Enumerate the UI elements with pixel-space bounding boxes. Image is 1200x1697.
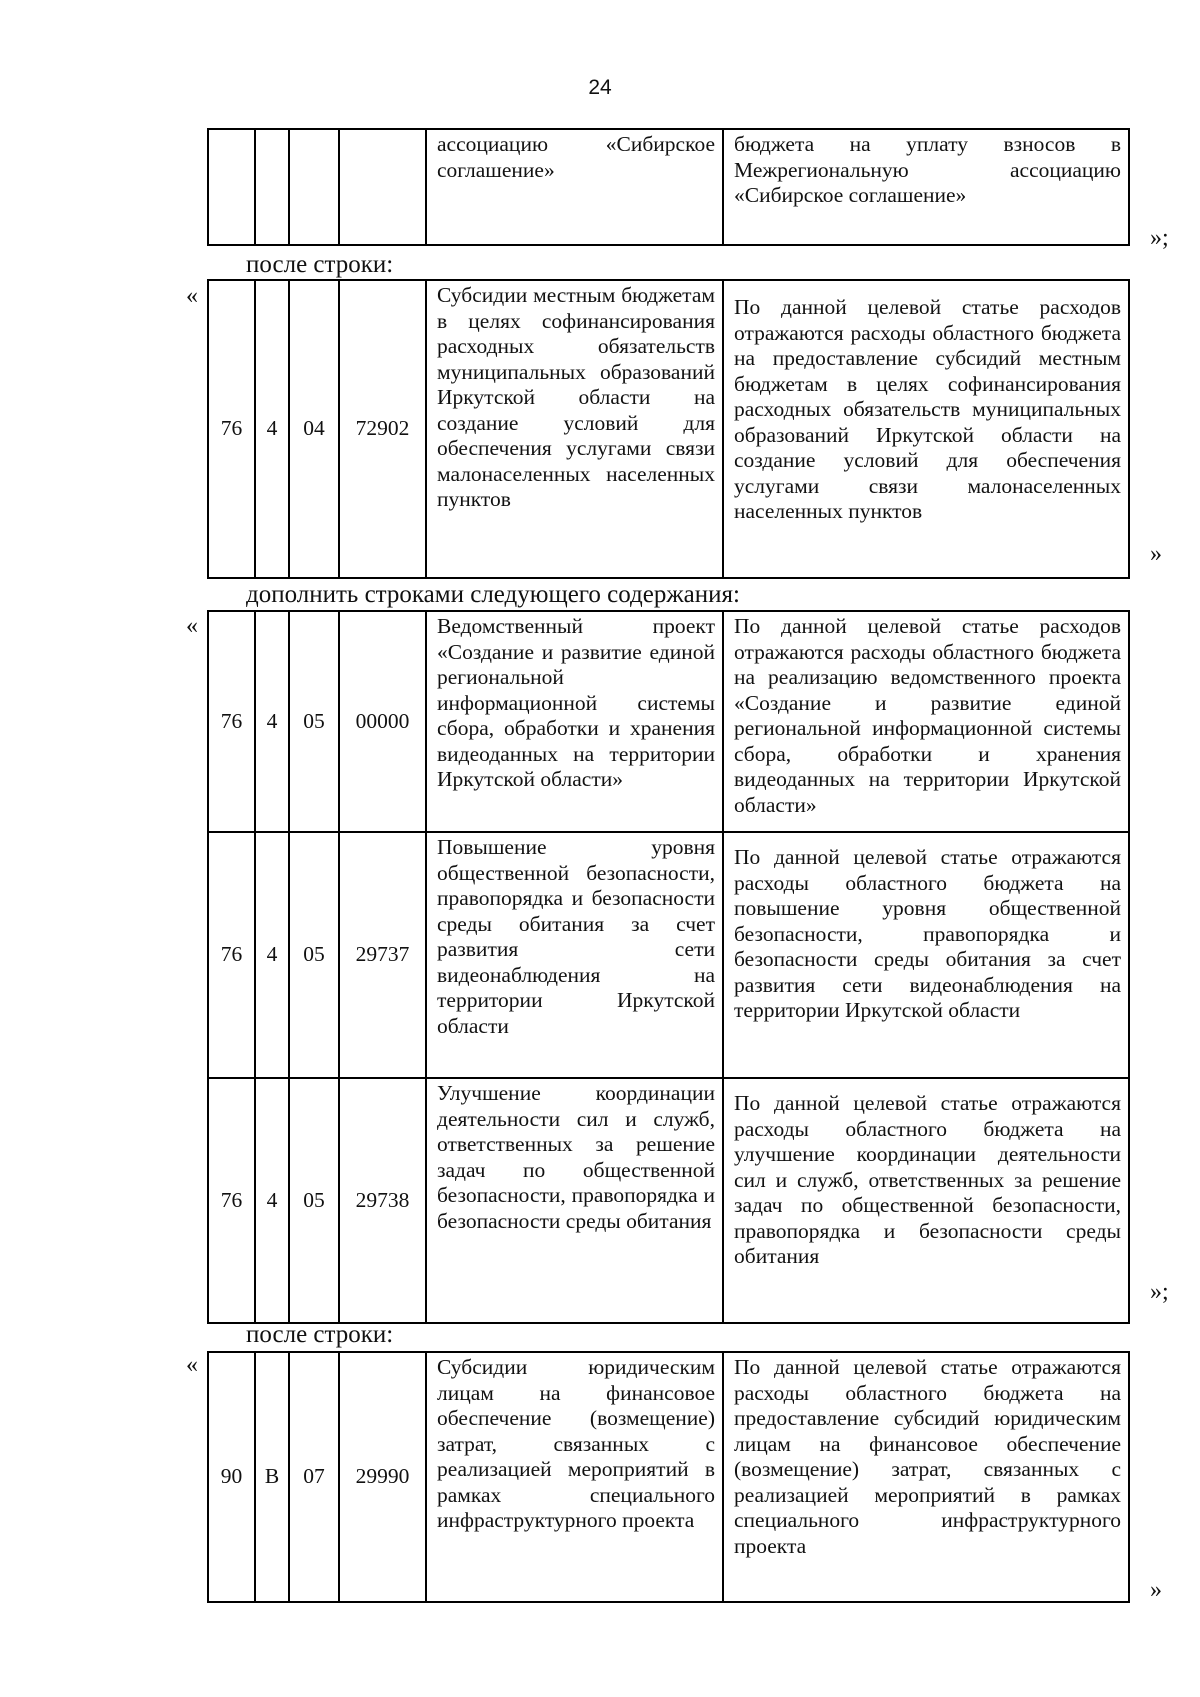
code-cell-4	[339, 129, 426, 245]
name-cell: Улучшение координации деятельности сил и служб, ответственных за решение задач по общественной безопасности, правопорядка и безопасности среды обитания	[426, 1078, 723, 1323]
code-cell-2: В	[255, 1352, 289, 1602]
opening-quote: «	[186, 283, 198, 309]
opening-quote: «	[186, 1352, 198, 1378]
description-cell: бюджета на уплату взносов в Межрегиональную ассоциацию «Сибирское соглашение»	[723, 129, 1129, 245]
table-row	[208, 832, 1129, 1078]
code-cell-2: 4	[255, 611, 289, 832]
section-label: дополнить строками следующего содержания:	[246, 581, 740, 608]
code-cell-4: 00000	[339, 611, 426, 832]
continuation-table	[207, 128, 1130, 246]
section-label: после строки:	[246, 251, 394, 278]
opening-quote: «	[186, 613, 198, 639]
code-cell-3: 05	[289, 611, 339, 832]
code-cell-3: 05	[289, 832, 339, 1078]
code-cell-4: 29990	[339, 1352, 426, 1602]
name-cell: Субсидии местным бюджетам в целях софинансирования расходных обязательств муниципальных образований Иркутской области на создание условий для обеспечения услугами связи малонаселенных населенных пунктов	[426, 280, 723, 578]
code-cell-2: 4	[255, 1078, 289, 1323]
name-cell: Субсидии юридическим лицам на финансовое обеспечение (возмещение) затрат, связанных с реализацией мероприятий в рамках специального инфраструктурного проекта	[426, 1352, 723, 1602]
code-cell-2: 4	[255, 280, 289, 578]
description-cell: По данной целевой статье отражаются расходы областного бюджета на улучшение координации деятельности сил и служб, ответственных за решение задач по общественной безопасности, правопорядка и безопасности среды обитания	[723, 1078, 1129, 1323]
name-cell: Повышение уровня общественной безопасности, правопорядка и безопасности среды обитания за счет развития сети видеонаблюдения на территории Иркутской области	[426, 832, 723, 1078]
table-row	[208, 129, 1129, 245]
code-cell-4: 29738	[339, 1078, 426, 1323]
description-cell: По данной целевой статье расходов отражаются расходы областного бюджета на реализацию ведомственного проекта «Создание и развитие единой региональной информационной системы сбора, обработки и хранения видеоданных на территории Иркутской области»	[723, 611, 1129, 832]
section-label: после строки:	[246, 1321, 394, 1348]
code-cell-3: 05	[289, 1078, 339, 1323]
closing-quote: »	[1150, 1577, 1162, 1603]
code-cell-3	[289, 129, 339, 245]
closing-quote: »	[1150, 541, 1162, 567]
description-cell: По данной целевой статье отражаются расходы областного бюджета на предоставление субсидий юридическим лицам на финансовое обеспечение (возмещение) затрат, связанных с реализацией мероприятий в рамках специального инфраструктурного проекта	[723, 1352, 1129, 1602]
name-cell: ассоциацию «Сибирское соглашение»	[426, 129, 723, 245]
code-cell-4: 29737	[339, 832, 426, 1078]
table-row	[208, 611, 1129, 832]
block2-table	[207, 610, 1130, 1324]
code-cell-1	[208, 129, 255, 245]
code-cell-1: 76	[208, 832, 255, 1078]
code-cell-1: 90	[208, 1352, 255, 1602]
block1-table	[207, 279, 1130, 579]
name-cell: Ведомственный проект «Создание и развитие единой региональной информационной системы сбора, обработки и хранения видеоданных на территории Иркутской области»	[426, 611, 723, 832]
closing-quote: »;	[1150, 225, 1169, 251]
block3-table	[207, 1351, 1130, 1603]
description-cell: По данной целевой статье отражаются расходы областного бюджета на повышение уровня общественной безопасности, правопорядка и безопасности среды обитания за счет развития сети видеонаблюдения на территории Иркутской области	[723, 832, 1129, 1078]
code-cell-4: 72902	[339, 280, 426, 578]
code-cell-2: 4	[255, 832, 289, 1078]
code-cell-2	[255, 129, 289, 245]
page-number: 24	[588, 76, 612, 99]
code-cell-3: 04	[289, 280, 339, 578]
code-cell-1: 76	[208, 280, 255, 578]
table-row	[208, 1352, 1129, 1602]
code-cell-1: 76	[208, 1078, 255, 1323]
closing-quote: »;	[1150, 1279, 1169, 1305]
code-cell-3: 07	[289, 1352, 339, 1602]
table-row	[208, 1078, 1129, 1323]
description-cell: По данной целевой статье расходов отражаются расходы областного бюджета на предоставление субсидий местным бюджетам в целях софинансирования расходных обязательств муниципальных образований Иркутской области на создание условий для обеспечения услугами связи малонаселенных населенных пунктов	[723, 280, 1129, 578]
table-row	[208, 280, 1129, 578]
code-cell-1: 76	[208, 611, 255, 832]
